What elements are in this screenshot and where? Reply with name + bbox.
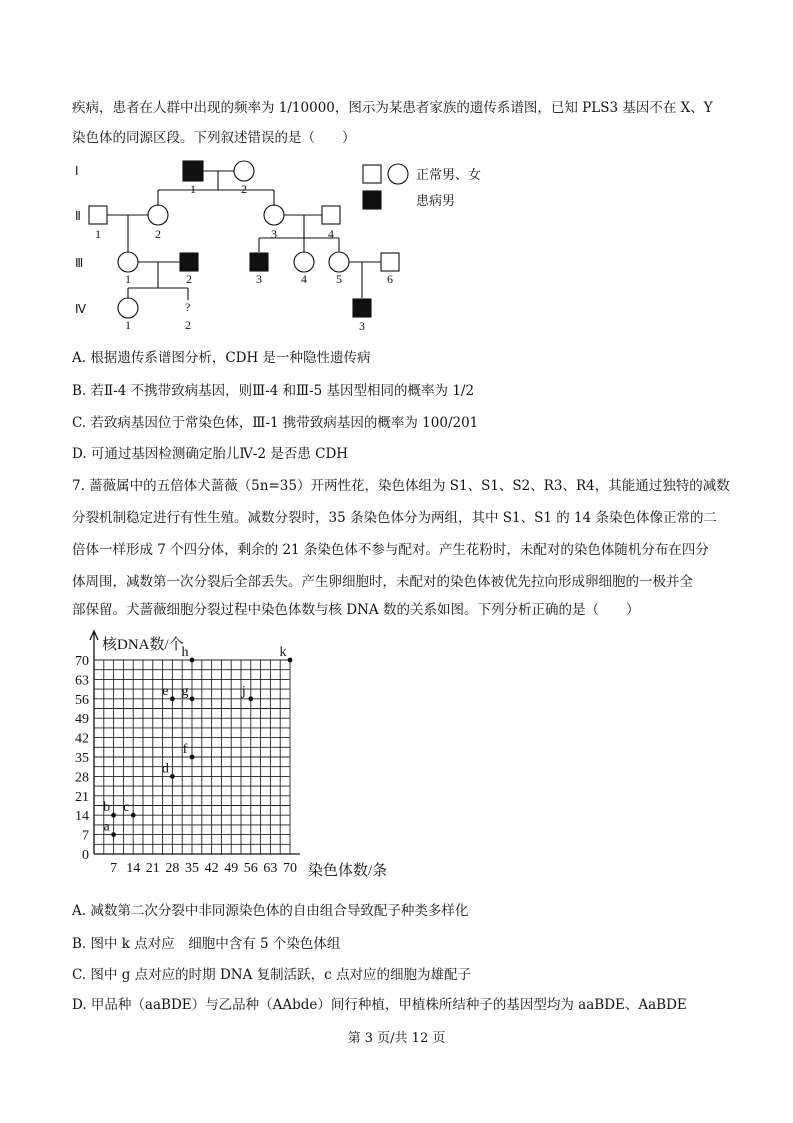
pedigree-II-3-female (264, 205, 284, 225)
point-label-a: a (103, 819, 110, 835)
pedigree-num-IV2: 2 (185, 318, 191, 332)
point-g (190, 696, 195, 701)
x-tick-label: 63 (263, 861, 278, 876)
legend-affected-label: 患病男 (416, 193, 456, 208)
q7-option-a: A. 减数第二次分裂中非同源染色体的自由组合导致配子种类多样化 (72, 903, 469, 919)
point-label-j: j (241, 683, 246, 699)
point-label-k: k (279, 645, 287, 660)
page-footer: 第 3 页/共 12 页 (347, 1031, 446, 1046)
point-label-f: f (182, 742, 188, 757)
point-label-g: g (181, 683, 189, 699)
pedigree-III-3-affected-male (250, 253, 268, 271)
y-tick-label: 56 (75, 692, 89, 708)
q6-stem-line-1: 疾病，患者在人群中出现的频率为 1/10000，图示为某患者家族的遗传系谱图，已知 PLS3 基因不在 X、Y (72, 100, 713, 116)
point-label-d: d (161, 761, 169, 777)
pedigree-num-III4: 4 (301, 272, 307, 286)
point-label-e: e (162, 683, 169, 699)
chart-points (103, 645, 292, 837)
pedigree-num-III3: 3 (256, 272, 262, 286)
pedigree-IV-3-affected-male (353, 299, 371, 317)
pedigree-II-2-female (148, 205, 168, 225)
q7-option-b: B. 图中 k 点对应 细胞中含有 5 个染色体组 (72, 936, 341, 952)
pedigree-num-II4: 4 (328, 227, 334, 241)
pedigree-unknown-mark: ? (185, 300, 191, 314)
y-tick-label: 0 (82, 848, 89, 863)
point-h (190, 658, 195, 663)
x-tick-label: 7 (110, 861, 118, 876)
pedigree-num-I2: 2 (241, 182, 247, 196)
pedigree-num-III6: 6 (387, 272, 393, 286)
x-tick-label: 70 (283, 861, 297, 876)
point-label-h: h (181, 645, 189, 660)
legend-normal-label: 正常男、女 (416, 167, 482, 182)
legend-normal-male-icon (363, 165, 381, 183)
y-tick-label: 35 (75, 751, 89, 766)
y-tick-label: 7 (82, 828, 89, 844)
x-tick-label: 49 (224, 861, 239, 876)
chart-axes (90, 631, 300, 854)
point-c (131, 813, 136, 818)
legend-normal-female-icon (388, 164, 408, 184)
point-b (111, 813, 116, 818)
point-a (111, 832, 116, 837)
q7-stem-line-2: 分裂机制稳定进行有性生殖。减数分裂时，35 条染色体分为两组，其中 S1、S1 的 14 条染色体像正常的二 (72, 510, 717, 526)
y-tick-label: 14 (75, 809, 89, 825)
point-j (248, 696, 253, 701)
q7-option-c: C. 图中 g 点对应的时期 DNA 复制活跃，c 点对应的细胞为雄配子 (72, 967, 471, 983)
y-tick-label: 21 (75, 789, 89, 805)
pedigree-num-III1: 1 (125, 272, 131, 286)
pedigree-num-IV3: 3 (359, 319, 365, 333)
y-tick-label: 63 (75, 673, 89, 689)
generation-label-IV: Ⅳ (75, 302, 87, 316)
point-label-b: b (103, 800, 111, 816)
point-f (190, 755, 195, 760)
q6-option-c: C. 若致病基因位于常染色体，Ⅲ-1 携带致病基因的概率为 100/201 (72, 415, 479, 431)
point-label-c: c (123, 800, 130, 816)
point-e (170, 696, 175, 701)
pedigree-IV-1-female (118, 298, 138, 318)
chart-y-axis-label: 核DNA数/个 (102, 637, 184, 653)
point-k (288, 658, 293, 663)
q7-stem-line-4: 体周围，减数第一次分裂后全部丢失。产生卵细胞时，未配对的染色体被优先拉向形成卵细胞的一极并全 (72, 574, 693, 590)
x-tick-label: 35 (185, 861, 199, 876)
y-tick-label: 49 (75, 712, 89, 728)
x-tick-label: 21 (145, 861, 160, 876)
pedigree-III-5-female (329, 252, 349, 272)
x-tick-label: 42 (204, 861, 219, 876)
pedigree-II-4-male (322, 206, 340, 224)
q6-option-a: A. 根据遗传系谱图分析，CDH 是一种隐性遗传病 (72, 350, 371, 366)
pedigree-III-4-female (294, 252, 314, 272)
generation-label-II: Ⅱ (75, 209, 81, 223)
pedigree-num-II2: 2 (155, 227, 161, 241)
x-tick-label: 14 (126, 861, 141, 876)
q7-stem-line-1: 7. 蔷薇属中的五倍体犬蔷薇（5n=35）开两性花，染色体组为 S1、S1、S2、R3、R4，其能通过独特的减数 (72, 478, 730, 494)
x-tick-label: 56 (243, 861, 258, 876)
legend-affected-male-icon (363, 191, 381, 209)
y-tick-label: 28 (75, 770, 89, 786)
q7-option-d: D. 甲品种（aaBDE）与乙品种（AAbde）间行种植，甲植株所结种子的基因型均为 aaBDE、AaBDE (72, 997, 687, 1013)
pedigree-num-I1: 1 (190, 182, 196, 196)
y-tick-label: 70 (75, 654, 89, 669)
pedigree-III-1-female (118, 252, 138, 272)
pedigree-num-III2: 2 (186, 272, 192, 286)
pedigree-I-2-female (234, 161, 254, 181)
pedigree-diagram (0, 0, 793, 340)
point-d (170, 774, 175, 779)
q7-stem-line-3: 倍体一样形成 7 个四分体，剩余的 21 条染色体不参与配对。产生花粉时，未配对的染色体随机分布在四分 (72, 542, 709, 558)
pedigree-num-II3: 3 (271, 227, 277, 241)
pedigree-II-1-male (89, 206, 107, 224)
chromosome-dna-chart (0, 625, 793, 885)
q7-stem-line-5: 部保留。犬蔷薇细胞分裂过程中染色体数与核 DNA 数的关系如图。下列分析正确的是（ ） (72, 602, 640, 618)
pedigree-num-IV1: 1 (125, 318, 131, 332)
pedigree-III-6-male (381, 253, 399, 271)
pedigree-num-III5: 5 (336, 272, 342, 286)
generation-label-III: Ⅲ (75, 256, 84, 270)
q6-stem-line-2: 染色体的同源区段。下列叙述错误的是（ ） (72, 130, 356, 146)
generation-label-I: Ⅰ (75, 164, 79, 178)
x-tick-label: 28 (165, 861, 180, 876)
pedigree-III-2-affected-male (180, 253, 198, 271)
pedigree-num-II1: 1 (95, 227, 101, 241)
q6-option-d: D. 可通过基因检测确定胎儿Ⅳ-2 是否患 CDH (72, 446, 349, 462)
pedigree-I-1-affected-male (183, 161, 203, 181)
q6-option-b: B. 若Ⅱ-4 不携带致病基因，则Ⅲ-4 和Ⅲ-5 基因型相同的概率为 1/2 (72, 383, 475, 399)
y-tick-label: 42 (75, 731, 89, 747)
chart-x-axis-label: 染色体数/条 (308, 863, 388, 879)
